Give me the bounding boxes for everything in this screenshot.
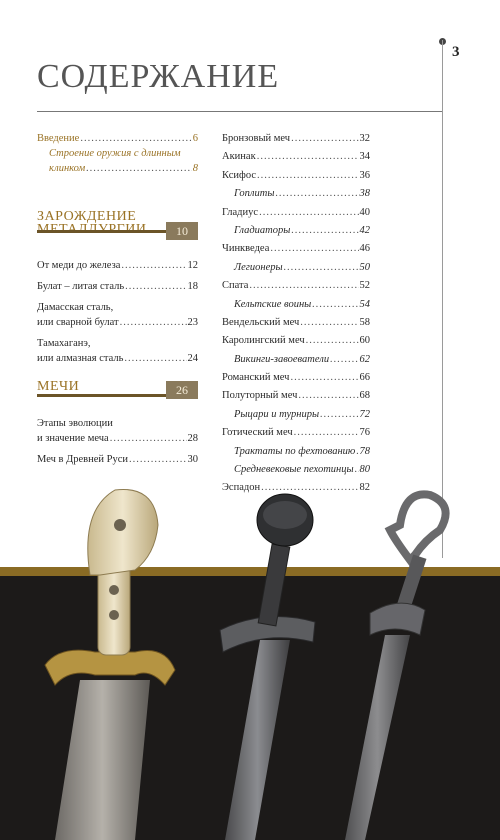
section-title: ЗАРОЖДЕНИЕ	[37, 209, 137, 224]
leader-dots	[257, 149, 359, 164]
toc-entry[interactable]	[222, 186, 370, 201]
toc-entry[interactable]	[222, 168, 370, 183]
toc-entry[interactable]	[222, 388, 370, 403]
toc-entry-page: 30	[187, 454, 198, 465]
toc-entry-page: 50	[359, 261, 370, 273]
toc-entry-page: 18	[187, 281, 198, 292]
toc-entry[interactable]	[222, 407, 370, 422]
toc-entry[interactable]	[37, 131, 198, 146]
toc-entry[interactable]	[222, 333, 370, 348]
toc-entry-label: Эспадон	[222, 482, 261, 494]
toc-entry-label: клинком	[49, 163, 86, 174]
toc-entry-label: и значение меча	[37, 433, 109, 444]
toc-entry[interactable]	[37, 416, 198, 446]
toc-entry-label: Этапы эволюции	[37, 418, 113, 429]
toc-entry-page: 42	[359, 224, 370, 236]
toc-entry-label: Средневековые пехотинцы	[234, 464, 354, 476]
toc-entry-label: Ксифос	[222, 169, 256, 181]
leader-dots	[86, 161, 192, 176]
leader-dots	[270, 241, 358, 256]
toc-entry[interactable]	[222, 462, 370, 477]
leader-dots	[275, 186, 358, 201]
toc-entry-page: 6	[192, 133, 198, 144]
toc-entry[interactable]	[37, 452, 198, 467]
toc-entry-page: 8	[192, 163, 198, 174]
section-header[interactable]	[37, 210, 198, 244]
leader-dots	[259, 205, 358, 220]
toc-entry-label: От меди до железа	[37, 260, 121, 271]
toc-entry[interactable]	[222, 260, 370, 275]
page-title: СОДЕРЖАНИЕ	[37, 58, 280, 95]
toc-entry-label: Спата	[222, 280, 249, 292]
toc-entry-label: Трактаты по фехтованию	[234, 445, 356, 457]
toc-entry[interactable]	[222, 131, 370, 146]
leader-dots	[125, 279, 186, 294]
leader-dots	[110, 431, 187, 446]
leader-dots	[290, 370, 358, 385]
toc-entry-page: 40	[359, 206, 370, 218]
toc-section	[37, 210, 198, 366]
toc-entry-label: Бронзовый меч	[222, 133, 291, 144]
section-page-badge: 26	[166, 381, 198, 399]
toc-entry[interactable]	[222, 315, 370, 330]
leader-dots	[356, 444, 358, 459]
leader-dots	[294, 425, 359, 440]
sword-image-iron-pommel	[215, 490, 325, 840]
toc-entry-label: Легионеры	[234, 261, 283, 273]
toc-entry-label: Готический меч	[222, 427, 293, 439]
toc-entry-label: Викинги-завоеватели	[234, 353, 330, 365]
toc-right-column	[222, 131, 370, 499]
toc-entry-label: или сварной булат	[37, 317, 119, 328]
section-title: МЕЧИ	[37, 379, 80, 394]
toc-entry-page: 46	[359, 243, 370, 255]
toc-entry[interactable]	[222, 223, 370, 238]
toc-entry-page: 58	[359, 316, 370, 328]
toc-entry[interactable]	[222, 205, 370, 220]
sword-image-bone-hilt	[40, 480, 180, 840]
toc-entry-label: Строение оружия с длинным	[49, 148, 181, 159]
leader-dots	[298, 388, 358, 403]
toc-entry-label: Вендельский меч	[222, 316, 300, 328]
leader-dots	[355, 462, 359, 477]
toc-entry-label: Гоплиты	[234, 188, 275, 200]
leader-dots	[291, 223, 358, 238]
title-rule	[37, 111, 442, 112]
leader-dots	[320, 407, 358, 422]
toc-entry-page: 72	[359, 408, 370, 420]
toc-entry-label: Чинкведеа	[222, 243, 270, 255]
toc-entry-label: Гладиаторы	[234, 224, 291, 236]
toc-entry-label: Кельтские воины	[234, 298, 312, 310]
toc-entry-label: Меч в Древней Руси	[37, 454, 129, 465]
toc-entry-label: Романский меч	[222, 372, 290, 384]
toc-entry[interactable]	[37, 279, 198, 294]
toc-left-column	[37, 131, 198, 176]
leader-dots	[121, 258, 186, 273]
toc-entry[interactable]	[37, 258, 198, 273]
leader-dots	[249, 278, 358, 293]
toc-entry-page: 54	[359, 298, 370, 310]
toc-entry-page: 80	[359, 464, 370, 476]
toc-entry-label: Введение	[37, 133, 80, 144]
toc-entry-label: Каролингский меч	[222, 335, 305, 347]
leader-dots	[312, 297, 358, 312]
toc-section	[37, 378, 198, 467]
toc-entry[interactable]	[222, 278, 370, 293]
leader-dots	[330, 352, 358, 367]
toc-entry-page: 36	[359, 169, 370, 181]
section-header[interactable]	[37, 378, 198, 400]
toc-entry[interactable]	[222, 444, 370, 459]
leader-dots	[124, 351, 186, 366]
toc-entry-label: Тамахаганэ,	[37, 338, 91, 349]
toc-entry-page: 34	[359, 151, 370, 163]
toc-entry[interactable]	[222, 149, 370, 164]
toc-entry-page: 24	[187, 353, 198, 364]
toc-entry[interactable]	[37, 300, 198, 330]
section-page-badge: 10	[166, 222, 198, 240]
toc-entry-page: 52	[359, 280, 370, 292]
toc-entry-page: 62	[359, 353, 370, 365]
toc-entry[interactable]	[222, 352, 370, 367]
toc-entry-page: 82	[359, 482, 370, 494]
sword-image-heart-pommel	[330, 485, 470, 840]
leader-dots	[300, 315, 358, 330]
leader-dots	[291, 131, 358, 146]
toc-entry-page: 78	[359, 445, 370, 457]
toc-entry[interactable]	[222, 297, 370, 312]
toc-entry[interactable]	[222, 241, 370, 256]
toc-entry-page: 28	[187, 433, 198, 444]
leader-dots	[306, 333, 359, 348]
toc-entry-page: 32	[359, 133, 370, 144]
toc-entry-label: Гладиус	[222, 206, 259, 218]
leader-dots	[120, 315, 187, 330]
toc-entry-page: 23	[187, 317, 198, 328]
vertical-divider	[442, 40, 443, 558]
leader-dots	[80, 131, 191, 146]
toc-entry[interactable]	[37, 336, 198, 366]
toc-entry-label: Полуторный меч	[222, 390, 298, 402]
toc-entry-label: Булат – литая сталь	[37, 281, 125, 292]
toc-entry-page: 76	[359, 427, 370, 439]
page-number: 3	[452, 44, 460, 60]
toc-entry-label: Рыцари и турниры	[234, 408, 320, 420]
toc-entry-page: 12	[187, 260, 198, 271]
toc-entry[interactable]	[37, 146, 198, 176]
toc-entry-label: Дамасская сталь,	[37, 302, 114, 313]
toc-entry-page: 66	[359, 372, 370, 384]
toc-entry-label: Акинак	[222, 151, 256, 163]
toc-entry-label: или алмазная сталь	[37, 353, 124, 364]
toc-entry-page: 68	[359, 390, 370, 402]
leader-dots	[284, 260, 359, 275]
toc-entry-page: 38	[359, 188, 370, 200]
leader-dots	[129, 452, 186, 467]
leader-dots	[257, 168, 359, 183]
toc-entry[interactable]	[222, 370, 370, 385]
toc-entry[interactable]	[222, 425, 370, 440]
toc-entry-page: 60	[359, 335, 370, 347]
